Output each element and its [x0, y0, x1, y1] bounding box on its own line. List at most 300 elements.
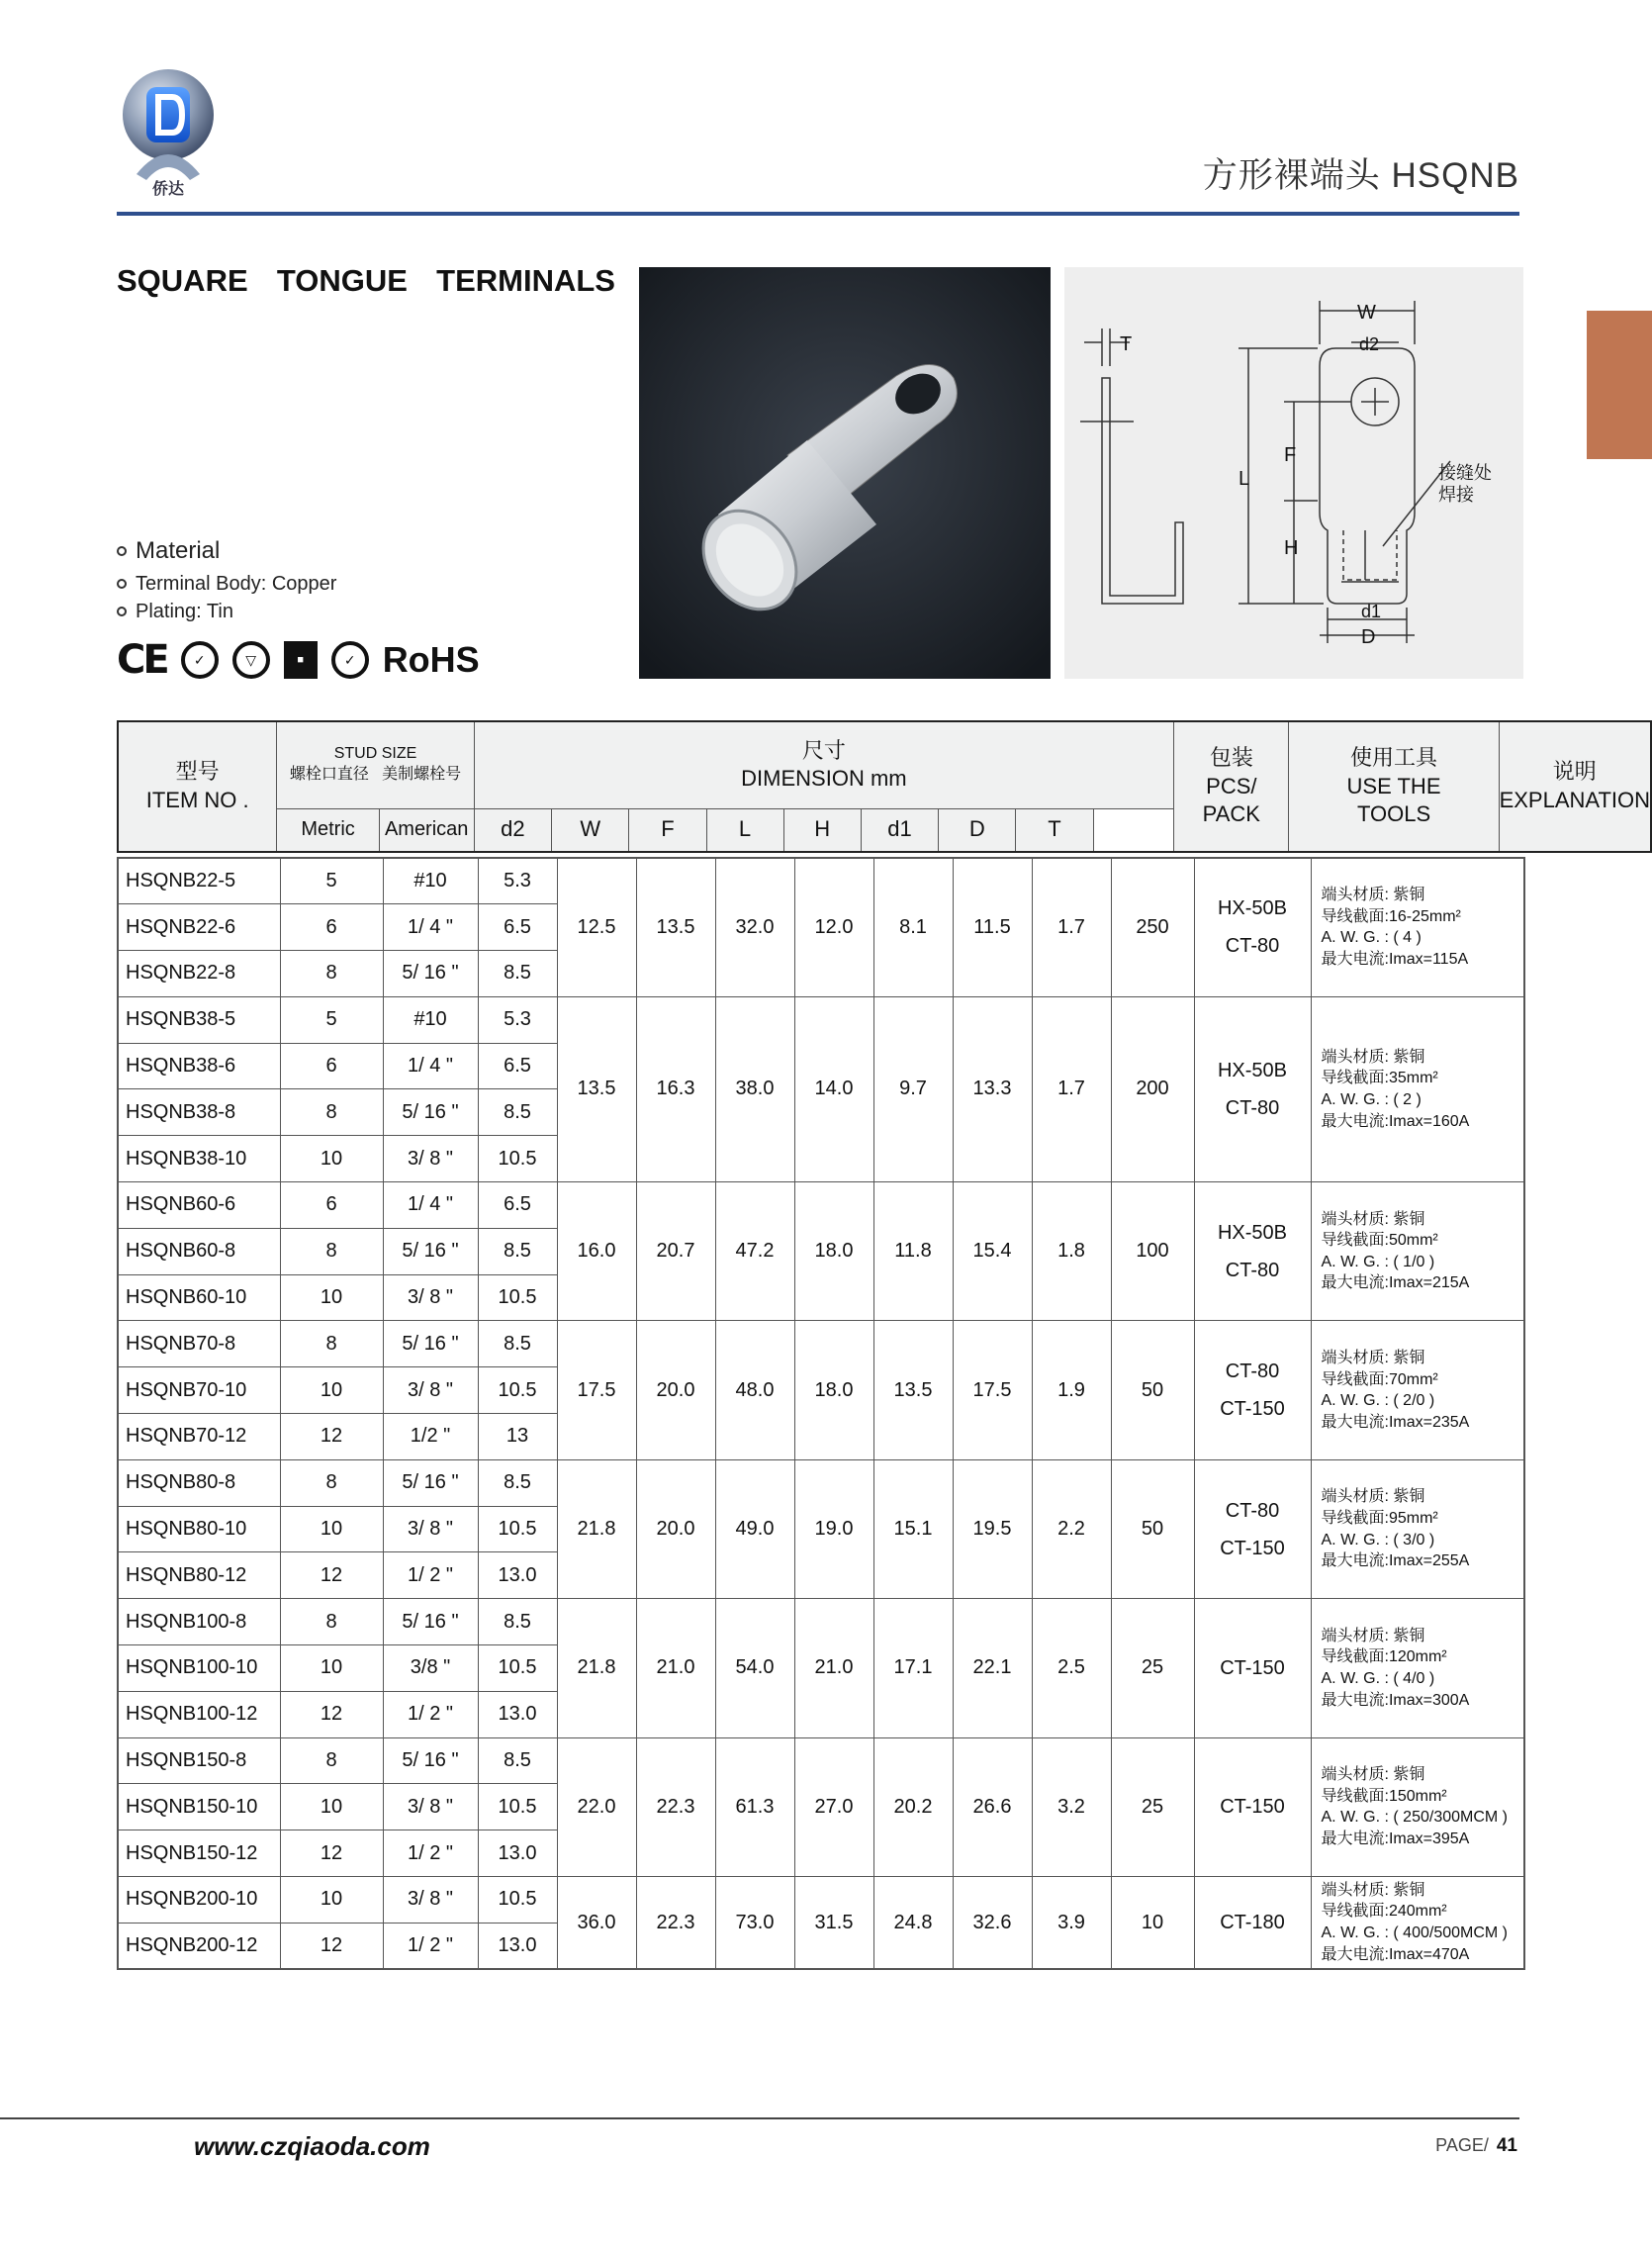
american-cell: 3/ 8 "	[383, 1367, 478, 1414]
dim-label-d2: d2	[1359, 334, 1380, 354]
tool-name: HX-50B	[1217, 1059, 1288, 1081]
explanation-line: A. W. G. : ( 4/0 )	[1321, 1669, 1435, 1687]
item-no-cell: HSQNB70-8	[118, 1321, 280, 1367]
explanation-line: 最大电流:Imax=300A	[1321, 1691, 1470, 1709]
american-cell: 3/ 8 "	[383, 1784, 478, 1830]
item-no-cell: HSQNB70-10	[118, 1367, 280, 1414]
d2-cell: 10.5	[478, 1367, 557, 1414]
d1-cell: 17.1	[873, 1599, 953, 1737]
d2-cell: 8.5	[478, 1737, 557, 1784]
tool-name: CT-150	[1220, 1398, 1285, 1421]
explanation-line: A. W. G. : ( 3/0 )	[1321, 1531, 1435, 1548]
pack-cell: 25	[1111, 1599, 1194, 1737]
metric-cell: 10	[280, 1877, 383, 1924]
explanation-line: 导线截面:240mm²	[1321, 1903, 1447, 1921]
h-cell: 12.0	[794, 858, 873, 996]
t-cell: 2.5	[1032, 1599, 1111, 1737]
material-item	[117, 598, 336, 625]
d1-cell: 8.1	[873, 858, 953, 996]
american-cell: 5/ 16 "	[383, 951, 478, 997]
d2-cell: 8.5	[478, 1459, 557, 1506]
dim-label-l: L	[1239, 468, 1250, 490]
spec-table-body	[117, 857, 1525, 1970]
header-stud-en: STUD SIZE	[333, 745, 417, 763]
item-no-cell: HSQNB22-5	[118, 858, 280, 904]
metric-cell: 10	[280, 1506, 383, 1552]
d1-cell: 20.2	[873, 1737, 953, 1876]
d2-cell: 5.3	[478, 858, 557, 904]
w-cell: 13.5	[557, 996, 636, 1181]
dim-label-t: T	[1120, 333, 1133, 355]
d2-cell: 8.5	[478, 1089, 557, 1136]
item-no-cell: HSQNB22-8	[118, 951, 280, 997]
header-tools-en2: TOOLS	[1356, 801, 1431, 827]
h-cell: 14.0	[794, 996, 873, 1181]
w-cell: 36.0	[557, 1877, 636, 1970]
table-row	[118, 996, 1524, 1043]
metric-cell: 8	[280, 1228, 383, 1274]
f-cell: 20.7	[636, 1182, 715, 1321]
item-no-cell: HSQNB38-5	[118, 996, 280, 1043]
explanation-cell	[1311, 1321, 1524, 1459]
metric-cell: 8	[280, 1737, 383, 1784]
footer-divider	[0, 2117, 1519, 2119]
explanation-line: 端头材质: 紫铜	[1321, 1349, 1425, 1366]
sgs-icon: ✓	[331, 641, 369, 679]
header-item-en: ITEM NO .	[145, 788, 249, 812]
pack-cell: 10	[1111, 1877, 1194, 1970]
item-no-cell: HSQNB22-6	[118, 904, 280, 951]
d2-cell: 8.5	[478, 1599, 557, 1645]
cert-box-icon: ■	[284, 641, 318, 679]
tool-name: HX-50B	[1217, 1221, 1288, 1244]
american-cell: 1/ 2 "	[383, 1691, 478, 1737]
header-tools-en1: USE THE	[1346, 773, 1441, 798]
explanation-cell	[1311, 858, 1524, 996]
table-row	[118, 858, 1524, 904]
tools-cell	[1194, 996, 1311, 1181]
weld-label-1: 接缝处	[1438, 463, 1492, 483]
table-row	[118, 1459, 1524, 1506]
explanation-line: 导线截面:70mm²	[1321, 1370, 1438, 1388]
explanation-line: A. W. G. : ( 2/0 )	[1321, 1392, 1435, 1410]
page-label-text: PAGE/	[1435, 2135, 1489, 2155]
section-tab	[1587, 311, 1652, 459]
item-no-cell: HSQNB200-12	[118, 1923, 280, 1969]
h-cell: 18.0	[794, 1182, 873, 1321]
d2-cell: 10.5	[478, 1136, 557, 1182]
h-cell: 18.0	[794, 1321, 873, 1459]
f-cell: 20.0	[636, 1321, 715, 1459]
d2-cell: 10.5	[478, 1784, 557, 1830]
header-f: F	[629, 808, 706, 852]
dim-label-d1: d1	[1361, 602, 1382, 621]
d2-cell: 13.0	[478, 1552, 557, 1599]
w-cell: 21.8	[557, 1459, 636, 1598]
tool-name: CT-80	[1225, 1499, 1280, 1522]
american-cell: 1/ 4 "	[383, 904, 478, 951]
header-d: D	[939, 808, 1016, 852]
header-t: T	[1016, 808, 1093, 852]
d2-cell: 5.3	[478, 996, 557, 1043]
explanation-line: 端头材质: 紫铜	[1321, 887, 1425, 904]
explanation-line: A. W. G. : ( 2 )	[1321, 1090, 1422, 1108]
explanation-line: A. W. G. : ( 400/500MCM )	[1321, 1924, 1508, 1942]
f-cell: 21.0	[636, 1599, 715, 1737]
explanation-line: 最大电流:Imax=115A	[1321, 951, 1469, 969]
d2-cell: 13.0	[478, 1830, 557, 1877]
header-tools-cn: 使用工具	[1350, 745, 1438, 771]
explanation-line: 最大电流:Imax=160A	[1321, 1112, 1470, 1130]
l-cell: 48.0	[715, 1321, 794, 1459]
website-url: www.czqiaoda.com	[194, 2131, 430, 2161]
metric-cell: 6	[280, 1043, 383, 1089]
header-item-cn: 型号	[175, 759, 220, 785]
explanation-line: 导线截面:16-25mm²	[1321, 907, 1461, 925]
l-cell: 49.0	[715, 1459, 794, 1598]
h-cell: 31.5	[794, 1877, 873, 1970]
american-cell: 5/ 16 "	[383, 1599, 478, 1645]
metric-cell: 12	[280, 1830, 383, 1877]
american-cell: #10	[383, 996, 478, 1043]
weld-label-2: 焊接	[1438, 485, 1474, 505]
tool-name: CT-150	[1220, 1796, 1285, 1819]
explanation-line: 导线截面:95mm²	[1321, 1509, 1438, 1527]
table-row	[118, 1599, 1524, 1645]
d2-cell: 10.5	[478, 1506, 557, 1552]
d2-cell: 8.5	[478, 1321, 557, 1367]
item-no-cell: HSQNB80-12	[118, 1552, 280, 1599]
tool-name: CT-80	[1225, 1259, 1280, 1281]
f-cell: 22.3	[636, 1877, 715, 1970]
item-no-cell: HSQNB38-6	[118, 1043, 280, 1089]
metric-cell: 6	[280, 904, 383, 951]
header-d2: d2	[474, 808, 551, 852]
d2-cell: 13.0	[478, 1691, 557, 1737]
l-cell: 61.3	[715, 1737, 794, 1876]
item-no-cell: HSQNB60-10	[118, 1274, 280, 1321]
t-cell: 3.9	[1032, 1877, 1111, 1970]
item-no-cell: HSQNB150-8	[118, 1737, 280, 1784]
d2-cell: 6.5	[478, 904, 557, 951]
explanation-cell	[1311, 1877, 1524, 1970]
tools-cell	[1194, 1877, 1311, 1970]
explanation-line: 端头材质: 紫铜	[1321, 1766, 1425, 1784]
d1-cell: 9.7	[873, 996, 953, 1181]
dim-label-d: D	[1361, 626, 1376, 648]
header-american: American	[379, 808, 474, 852]
d2-cell: 10.5	[478, 1877, 557, 1924]
item-no-cell: HSQNB60-8	[118, 1228, 280, 1274]
d-cell: 15.4	[953, 1182, 1032, 1321]
header-h: H	[783, 808, 861, 852]
american-cell: 3/ 8 "	[383, 1877, 478, 1924]
dimension-drawing	[1064, 267, 1523, 679]
metric-cell: 5	[280, 996, 383, 1043]
f-cell: 13.5	[636, 858, 715, 996]
d-cell: 11.5	[953, 858, 1032, 996]
metric-cell: 10	[280, 1274, 383, 1321]
page-title: 方形裸端头 HSQNB	[1202, 156, 1519, 195]
tool-name: CT-150	[1220, 1656, 1285, 1679]
tool-name: CT-80	[1225, 1361, 1280, 1383]
d2-cell: 6.5	[478, 1043, 557, 1089]
american-cell: 5/ 16 "	[383, 1089, 478, 1136]
american-cell: #10	[383, 858, 478, 904]
explanation-line: 导线截面:150mm²	[1321, 1787, 1447, 1805]
d-cell: 26.6	[953, 1737, 1032, 1876]
pack-cell: 200	[1111, 996, 1194, 1181]
header-pack-en1: PCS/	[1206, 773, 1257, 798]
american-cell: 1/ 2 "	[383, 1923, 478, 1969]
explanation-line: 端头材质: 紫铜	[1321, 1627, 1425, 1644]
metric-cell: 12	[280, 1691, 383, 1737]
item-no-cell: HSQNB60-6	[118, 1182, 280, 1229]
header-expl-en: EXPLANATION	[1499, 788, 1650, 812]
d1-cell: 13.5	[873, 1321, 953, 1459]
header-pack-en2: PACK	[1202, 801, 1260, 827]
t-cell: 1.9	[1032, 1321, 1111, 1459]
page-number-value: 41	[1496, 2135, 1517, 2156]
item-no-cell: HSQNB80-10	[118, 1506, 280, 1552]
d-cell: 17.5	[953, 1321, 1032, 1459]
explanation-line: A. W. G. : ( 1/0 )	[1321, 1253, 1435, 1270]
product-photo	[639, 267, 1051, 679]
metric-cell: 10	[280, 1645, 383, 1692]
item-no-cell: HSQNB150-10	[118, 1784, 280, 1830]
t-cell: 1.7	[1032, 996, 1111, 1181]
american-cell: 3/ 8 "	[383, 1506, 478, 1552]
h-cell: 19.0	[794, 1459, 873, 1598]
header-stud-size	[277, 721, 474, 808]
explanation-line: 最大电流:Imax=470A	[1321, 1945, 1470, 1963]
header-dim-cn: 尺寸	[801, 737, 846, 763]
header-item-no	[118, 721, 277, 852]
tools-cell	[1194, 1182, 1311, 1321]
d2-cell: 13	[478, 1414, 557, 1460]
w-cell: 12.5	[557, 858, 636, 996]
header-expl-cn: 说明	[1552, 759, 1597, 785]
metric-cell: 8	[280, 1599, 383, 1645]
american-cell: 1/ 4 "	[383, 1043, 478, 1089]
item-no-cell: HSQNB150-12	[118, 1830, 280, 1877]
explanation-cell	[1311, 1737, 1524, 1876]
header-divider	[117, 212, 1519, 216]
item-no-cell: HSQNB70-12	[118, 1414, 280, 1460]
metric-cell: 12	[280, 1923, 383, 1969]
header-pack	[1174, 721, 1289, 852]
american-cell: 1/ 4 "	[383, 1182, 478, 1229]
l-cell: 38.0	[715, 996, 794, 1181]
item-no-cell: HSQNB38-8	[118, 1089, 280, 1136]
american-cell: 5/ 16 "	[383, 1737, 478, 1784]
tool-name: CT-150	[1220, 1537, 1285, 1559]
table-row	[118, 1321, 1524, 1367]
american-cell: 1/ 2 "	[383, 1830, 478, 1877]
material-heading: Material	[136, 537, 221, 564]
american-cell: 5/ 16 "	[383, 1228, 478, 1274]
page-number	[1435, 2135, 1517, 2157]
dim-label-f: F	[1284, 444, 1297, 466]
explanation-line: 导线截面:120mm²	[1321, 1648, 1447, 1666]
header-stud-cn: 螺栓口直径 美制螺栓号	[289, 766, 462, 784]
spec-table-header	[117, 720, 1652, 853]
explanation-line: A. W. G. : ( 250/300MCM )	[1321, 1809, 1508, 1827]
metric-cell: 10	[280, 1367, 383, 1414]
american-cell: 3/ 8 "	[383, 1274, 478, 1321]
dim-label-w: W	[1357, 302, 1376, 324]
h-cell: 27.0	[794, 1737, 873, 1876]
item-no-cell: HSQNB38-10	[118, 1136, 280, 1182]
material-item-body: Terminal Body: Copper	[136, 572, 337, 595]
metric-cell: 10	[280, 1136, 383, 1182]
d1-cell: 11.8	[873, 1182, 953, 1321]
d2-cell: 6.5	[478, 1182, 557, 1229]
w-cell: 22.0	[557, 1737, 636, 1876]
cert-check-icon: ✓	[181, 641, 219, 679]
table-row	[118, 1182, 1524, 1229]
tool-name: CT-80	[1225, 1096, 1280, 1119]
explanation-line: 最大电流:Imax=235A	[1321, 1413, 1470, 1431]
f-cell: 20.0	[636, 1459, 715, 1598]
d-cell: 13.3	[953, 996, 1032, 1181]
explanation-line: 端头材质: 紫铜	[1321, 1210, 1425, 1228]
w-cell: 21.8	[557, 1599, 636, 1737]
rohs-mark: RoHS	[382, 639, 480, 680]
material-heading-row	[117, 532, 336, 570]
explanation-line: 最大电流:Imax=395A	[1321, 1830, 1470, 1847]
l-cell: 47.2	[715, 1182, 794, 1321]
pack-cell: 50	[1111, 1321, 1194, 1459]
d2-cell: 13.0	[478, 1923, 557, 1969]
metric-cell: 8	[280, 1321, 383, 1367]
table-row	[118, 1737, 1524, 1784]
bullet-icon	[117, 546, 127, 556]
table-row	[118, 1877, 1524, 1924]
l-cell: 32.0	[715, 858, 794, 996]
d-cell: 22.1	[953, 1599, 1032, 1737]
metric-cell: 12	[280, 1414, 383, 1460]
american-cell: 5/ 16 "	[383, 1321, 478, 1367]
w-cell: 16.0	[557, 1182, 636, 1321]
header-dim-en: DIMENSION mm	[741, 766, 907, 792]
pack-cell: 100	[1111, 1182, 1194, 1321]
company-logo	[117, 65, 220, 198]
explanation-cell	[1311, 1599, 1524, 1737]
pack-cell: 250	[1111, 858, 1194, 996]
f-cell: 22.3	[636, 1737, 715, 1876]
tools-cell	[1194, 1599, 1311, 1737]
dim-label-h: H	[1284, 537, 1299, 559]
explanation-line: 最大电流:Imax=215A	[1321, 1274, 1470, 1292]
d-cell: 32.6	[953, 1877, 1032, 1970]
tools-cell	[1194, 858, 1311, 996]
explanation-line: A. W. G. : ( 4 )	[1321, 929, 1422, 947]
d2-cell: 8.5	[478, 1228, 557, 1274]
tools-cell	[1194, 1459, 1311, 1598]
t-cell: 1.8	[1032, 1182, 1111, 1321]
american-cell: 3/8 "	[383, 1645, 478, 1692]
material-item-plating: Plating: Tin	[136, 600, 233, 622]
material-list	[117, 532, 336, 625]
ce-mark: CE	[117, 637, 167, 683]
explanation-line: 端头材质: 紫铜	[1321, 1881, 1425, 1899]
w-cell: 17.5	[557, 1321, 636, 1459]
metric-cell: 5	[280, 858, 383, 904]
f-cell: 16.3	[636, 996, 715, 1181]
item-no-cell: HSQNB200-10	[118, 1877, 280, 1924]
explanation-line: 最大电流:Imax=255A	[1321, 1552, 1470, 1570]
logo-text: 侨达	[151, 179, 185, 198]
d-cell: 19.5	[953, 1459, 1032, 1598]
d2-cell: 8.5	[478, 951, 557, 997]
tool-name: CT-80	[1225, 935, 1280, 958]
tools-cell	[1194, 1737, 1311, 1876]
d1-cell: 24.8	[873, 1877, 953, 1970]
pack-cell: 50	[1111, 1459, 1194, 1598]
t-cell: 3.2	[1032, 1737, 1111, 1876]
tools-cell	[1194, 1321, 1311, 1459]
american-cell: 1/2 "	[383, 1414, 478, 1460]
item-no-cell: HSQNB100-8	[118, 1599, 280, 1645]
d2-cell: 10.5	[478, 1645, 557, 1692]
explanation-line: 导线截面:50mm²	[1321, 1232, 1438, 1250]
american-cell: 5/ 16 "	[383, 1459, 478, 1506]
pack-cell: 25	[1111, 1737, 1194, 1876]
material-item	[117, 570, 336, 598]
cert-seal-icon: ▽	[232, 641, 270, 679]
header-dimension	[474, 721, 1174, 808]
american-cell: 3/ 8 "	[383, 1136, 478, 1182]
metric-cell: 12	[280, 1552, 383, 1599]
item-no-cell: HSQNB100-10	[118, 1645, 280, 1692]
header-explanation	[1499, 721, 1651, 852]
header-l: L	[706, 808, 783, 852]
header-d1: d1	[861, 808, 938, 852]
d1-cell: 15.1	[873, 1459, 953, 1598]
explanation-line: 导线截面:35mm²	[1321, 1070, 1438, 1087]
t-cell: 2.2	[1032, 1459, 1111, 1598]
product-title: SQUARE TONGUE TERMINALS	[117, 263, 615, 298]
metric-cell: 8	[280, 1089, 383, 1136]
header-pack-cn: 包装	[1209, 745, 1253, 771]
metric-cell: 8	[280, 1459, 383, 1506]
header-tools	[1289, 721, 1499, 852]
metric-cell: 6	[280, 1182, 383, 1229]
tool-name: CT-180	[1220, 1912, 1285, 1934]
american-cell: 1/ 2 "	[383, 1552, 478, 1599]
certification-marks	[117, 637, 480, 683]
h-cell: 21.0	[794, 1599, 873, 1737]
d2-cell: 10.5	[478, 1274, 557, 1321]
explanation-line: 端头材质: 紫铜	[1321, 1488, 1425, 1506]
header-w: W	[552, 808, 629, 852]
metric-cell: 8	[280, 951, 383, 997]
explanation-cell	[1311, 1459, 1524, 1598]
t-cell: 1.7	[1032, 858, 1111, 996]
metric-cell: 10	[280, 1784, 383, 1830]
l-cell: 54.0	[715, 1599, 794, 1737]
item-no-cell: HSQNB100-12	[118, 1691, 280, 1737]
tool-name: HX-50B	[1217, 897, 1288, 920]
header-metric: Metric	[277, 808, 379, 852]
bullet-icon	[117, 607, 127, 616]
bullet-icon	[117, 579, 127, 589]
explanation-line: 端头材质: 紫铜	[1321, 1048, 1425, 1066]
explanation-cell	[1311, 996, 1524, 1181]
explanation-cell	[1311, 1182, 1524, 1321]
item-no-cell: HSQNB80-8	[118, 1459, 280, 1506]
